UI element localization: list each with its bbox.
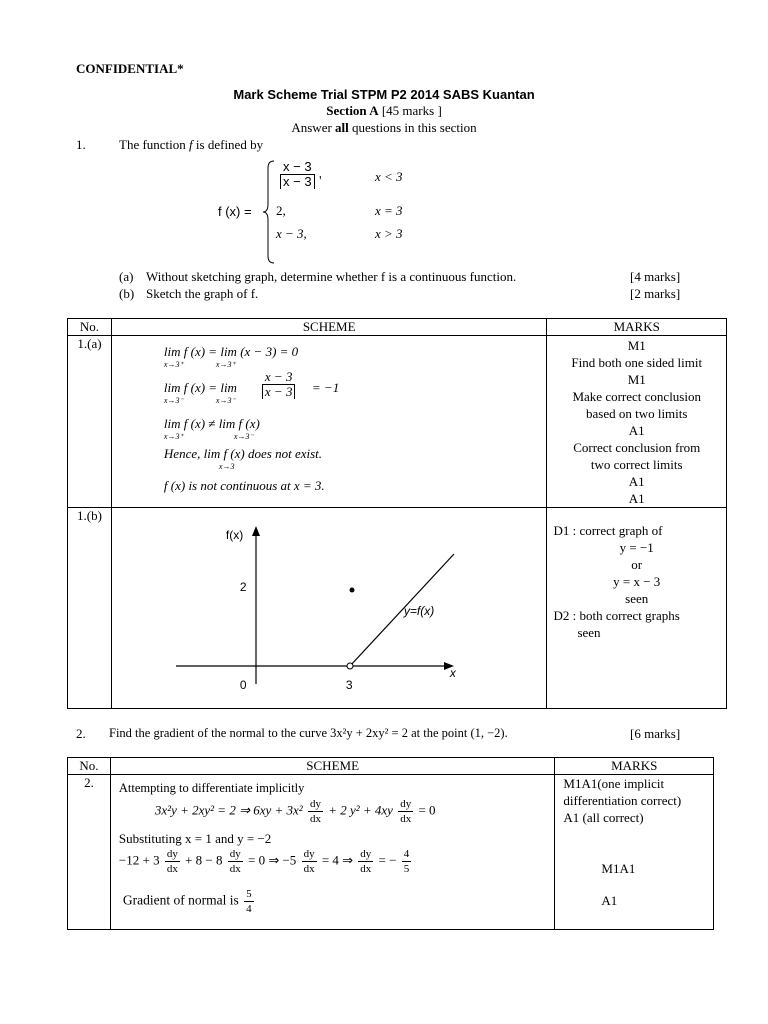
- row-2-marks: [555, 775, 714, 930]
- case-2-expr: 2,: [276, 203, 286, 218]
- scheme-1a-sub-5: x→3⁺: [163, 432, 184, 441]
- q1-stem: [119, 137, 263, 153]
- graph-x-tick-label: 3: [345, 678, 353, 692]
- t2-line-4-frac-3: [302, 847, 317, 876]
- graph-1b: [112, 508, 548, 708]
- scheme-1a-sub-6: x→3⁻: [233, 432, 254, 441]
- page-title: Mark Scheme Trial STPM P2 2014 SABS Kuantan: [233, 87, 535, 102]
- t2-line-4-c: = 0 ⇒ −5: [248, 852, 297, 868]
- scheme-1a-sub-3: x→3⁻: [163, 396, 184, 405]
- open-circle-point: [347, 663, 353, 669]
- instruction-post: questions in this section: [348, 120, 477, 135]
- header-no: No.: [68, 319, 112, 336]
- q1-part-b-marks: [2 marks]: [630, 286, 681, 301]
- q2-marks: [6 marks]: [630, 726, 681, 741]
- scheme-table-1: [67, 318, 727, 709]
- mark-2-2: A1 (all correct): [563, 810, 644, 825]
- piecewise-brace: [262, 160, 276, 264]
- case-1-cond: x < 3: [375, 169, 403, 184]
- scheme-1a-sub-4: x→3⁻: [215, 396, 236, 405]
- graph-origin-label: 0: [239, 678, 247, 692]
- q1-part-a-marks: [4 marks]: [630, 269, 681, 284]
- q1-stem-post: is defined by: [192, 137, 264, 152]
- q2-number: 2.: [76, 726, 86, 741]
- t2-dx-5: dx: [303, 863, 315, 875]
- q1-number: 1.: [76, 137, 86, 152]
- mark-1a-7: two correct limits: [590, 457, 683, 472]
- t2-line-4: [119, 847, 413, 876]
- t2-five: 5: [403, 863, 410, 875]
- t2-line-2: [155, 797, 436, 826]
- t2-four-b: 4: [246, 903, 252, 915]
- t2-line-4-d: = 4 ⇒: [321, 852, 354, 868]
- table-row-2: [68, 775, 714, 930]
- t2-four: 4: [403, 848, 410, 860]
- mark-1b-1: y = −1: [619, 540, 654, 555]
- q1-stem-var: f: [189, 137, 193, 152]
- t2-line-4-frac-4: [358, 847, 373, 876]
- scheme-1a-sub-2: x→3⁺: [215, 360, 236, 369]
- mark-1b-0: D1 : correct graph of: [553, 523, 663, 538]
- t2-dy-5: dy: [303, 848, 315, 860]
- mark-1b-4: seen: [625, 591, 649, 606]
- mark-1a-3: Make correct conclusion: [572, 389, 701, 404]
- table-1-header: [68, 319, 727, 336]
- scheme-1a-frac-den: x − 3: [262, 384, 296, 399]
- header2-marks: MARKS: [555, 758, 714, 775]
- header2-no: No.: [68, 758, 111, 775]
- q1-part-a-text: Without sketching graph, determine whether f is a continuous function.: [146, 269, 517, 284]
- mark-1a-0: M1: [627, 338, 646, 353]
- t2-five-b: 5: [246, 888, 252, 900]
- q1-stem-pre: The function: [119, 137, 190, 152]
- t2-line-5-frac: [244, 887, 254, 916]
- scheme-1a-sub-1: x→3⁺: [163, 360, 184, 369]
- row-1a-marks: [547, 336, 727, 508]
- scheme-1a-line-2: [164, 380, 237, 396]
- case-1-fraction: [278, 160, 317, 189]
- t2-line-5: [123, 887, 256, 916]
- mark-1b-5: D2 : both correct graphs: [553, 608, 680, 623]
- header-scheme: SCHEME: [111, 319, 547, 336]
- t2-dx-2: dx: [400, 813, 412, 825]
- q1-part-b-text: Sketch the graph of f.: [146, 286, 259, 301]
- fx-label: f (x) =: [218, 204, 252, 219]
- t2-line-1: Attempting to differentiate implicitly: [118, 781, 305, 795]
- t2-line-3: Substituting x = 1 and y = −2: [118, 831, 272, 846]
- t2-dy-3: dy: [166, 848, 178, 860]
- row-2-no: 2.: [68, 775, 111, 930]
- scheme-1a-line-2-text: lim f (x) = lim: [163, 380, 237, 395]
- case-2-cond: x = 3: [375, 203, 403, 218]
- t2-dy-2: dy: [400, 798, 412, 810]
- mark-1b-3: y = x − 3: [613, 574, 661, 589]
- mark-2-0: M1A1(one implicit: [563, 776, 665, 791]
- header-marks: MARKS: [547, 319, 727, 336]
- graph-x-axis-label: x: [449, 666, 456, 680]
- mark-1a-6: Correct conclusion from: [573, 440, 701, 455]
- t2-line-4-frac-5: [402, 847, 412, 876]
- mark-1a-5: A1: [628, 423, 645, 438]
- case-1-num: x − 3: [283, 159, 312, 174]
- t2-dx-6: dx: [360, 863, 372, 875]
- mark-2-3: M1A1: [601, 861, 636, 876]
- t2-dx-1: dx: [309, 813, 321, 825]
- filled-point-3-2: [349, 588, 354, 593]
- mark-2-4: A1: [601, 893, 618, 908]
- t2-line-2-post: = 0: [418, 802, 436, 818]
- scheme-1a-line-1: [164, 344, 298, 360]
- scheme-1a-frac-num: x − 3: [264, 369, 293, 384]
- confidential-label: CONFIDENTIAL*: [76, 61, 184, 76]
- t2-line-2-mid: + 2 y² + 4xy: [328, 802, 393, 818]
- section-heading: [0, 103, 768, 119]
- table-row-1b: [68, 508, 727, 709]
- case-3-expr: x − 3,: [276, 226, 307, 241]
- t2-dy-6: dy: [360, 848, 372, 860]
- scheme-1a-line-5: f (x) is not continuous at x = 3.: [163, 478, 325, 493]
- t2-dx-4: dx: [229, 863, 241, 875]
- graph-y-axis-label: f(x): [225, 528, 244, 542]
- q1-part-b-label: (b): [119, 286, 135, 301]
- scheme-1a-line-4: Hence, lim f (x) does not exist.: [163, 446, 323, 461]
- scheme-1a-frac: [260, 370, 298, 399]
- mark-1b-2: or: [631, 557, 643, 572]
- scheme-1a-eq-minus1: = −1: [311, 380, 340, 395]
- row-1a-scheme: [111, 336, 547, 508]
- scheme-1a-line-3: lim f (x) ≠ lim f (x): [163, 416, 260, 431]
- case-3-cond: x > 3: [375, 226, 403, 241]
- row-2-scheme: [110, 775, 555, 930]
- y-axis-arrow: [252, 526, 260, 536]
- mark-1a-2: M1: [627, 372, 646, 387]
- t2-line-5-text: Gradient of normal is: [122, 892, 239, 908]
- row-1b-scheme: [111, 508, 547, 709]
- t2-dy-4: dy: [229, 848, 241, 860]
- t2-line-4-frac-2: [228, 847, 243, 876]
- case-1-expr: $\frac{x - 3}{x - 3}$ ,: [276, 160, 322, 189]
- row-1b-marks: [547, 508, 727, 709]
- mark-1a-1: Find both one sided limit: [571, 355, 703, 370]
- instruction: [0, 120, 768, 136]
- graph-y-tick-label: 2: [239, 580, 247, 594]
- t2-line-4-a: −12 + 3: [118, 852, 160, 868]
- row-1a-no: 1.(a): [68, 336, 112, 508]
- t2-line-2-frac-1: [308, 797, 323, 826]
- mark-1a-9: A1: [628, 491, 645, 506]
- mark-1a-4: based on two limits: [585, 406, 688, 421]
- mark-2-1: differentiation correct): [563, 793, 682, 808]
- mark-1b-6: seen: [577, 625, 601, 640]
- table-2-header: [68, 758, 714, 775]
- t2-line-4-b: + 8 − 8: [185, 852, 223, 868]
- row-1b-no: 1.(b): [68, 508, 112, 709]
- t2-line-2-frac-2: [398, 797, 413, 826]
- table-row-1a: [68, 336, 727, 508]
- instruction-bold: all: [335, 120, 349, 135]
- t2-line-4-frac-1: [165, 847, 180, 876]
- scheme-1a-fraction: [258, 370, 300, 399]
- instruction-pre: Answer: [291, 120, 336, 135]
- line-y-equals-x-minus-3: [350, 554, 454, 666]
- t2-dy-1: dy: [309, 798, 321, 810]
- scheme-1a-sub-7: x→3: [218, 462, 235, 471]
- mark-1a-8: A1: [628, 474, 645, 489]
- section-marks: [45 marks ]: [381, 103, 442, 118]
- case-1-den: x − 3: [280, 174, 315, 189]
- graph-curve-label: y=f(x): [403, 604, 435, 618]
- t2-dx-3: dx: [166, 863, 178, 875]
- q2-stem: Find the gradient of the normal to the curve 3x²y + 2xy² = 2 at the point (1, −2).: [109, 726, 508, 740]
- scheme-1a-line-1-text: lim f (x) = lim (x − 3) = 0: [163, 344, 299, 359]
- scheme-table-2: [67, 757, 714, 930]
- t2-line-2-pre: 3x²y + 2xy² = 2 ⇒ 6xy + 3x²: [154, 802, 303, 818]
- section-label: Section A: [326, 103, 379, 118]
- t2-line-4-e: = −: [378, 852, 397, 868]
- header2-scheme: SCHEME: [110, 758, 555, 775]
- q1-part-a-label: (a): [119, 269, 134, 284]
